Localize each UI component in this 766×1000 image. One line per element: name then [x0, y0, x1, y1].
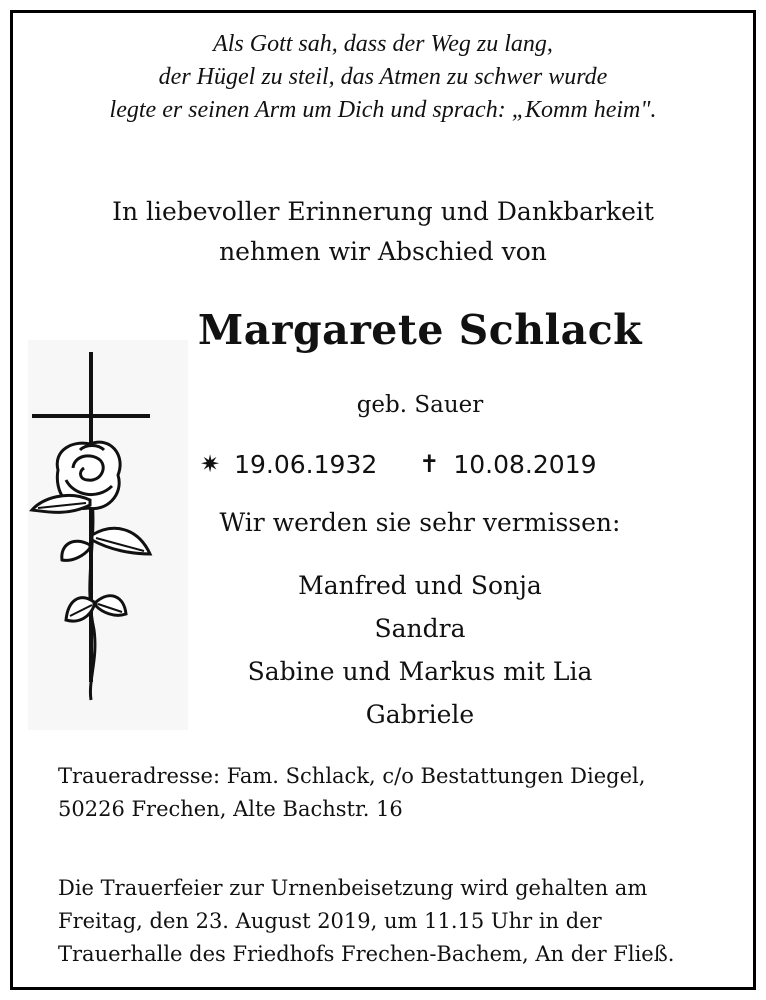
- poem: [40, 28, 726, 127]
- ceremony-line: Die Trauerfeier zur Urnenbeisetzung wird gehalten am: [58, 876, 648, 900]
- mourner-name: Sabine und Markus mit Lia: [247, 657, 593, 686]
- ceremony-line: Trauerhalle des Friedhofs Frechen-Bachem, An der Fließ.: [58, 942, 675, 966]
- birth-star-icon: ✷: [200, 450, 221, 478]
- deceased-name: Margarete Schlack: [197, 306, 643, 354]
- intro-text: [40, 192, 726, 272]
- poem-line: legte er seinen Arm um Dich und sprach: „Komm heim".: [109, 97, 657, 123]
- life-dates: [200, 448, 597, 479]
- death-date: 10.08.2019: [453, 449, 597, 479]
- mourners-heading: Wir werden sie sehr vermissen:: [219, 508, 621, 537]
- ceremony-line: Freitag, den 23. August 2019, um 11.15 Uhr in der: [58, 909, 602, 933]
- ceremony-info: [58, 872, 708, 971]
- death-cross-icon: ✝: [419, 450, 440, 478]
- birth-date: 19.06.1932: [234, 449, 378, 479]
- poem-line: Als Gott sah, dass der Weg zu lang,: [213, 31, 553, 57]
- address-line: 50226 Frechen, Alte Bachstr. 16: [58, 797, 403, 821]
- poem-line: der Hügel zu steil, das Atmen zu schwer wurde: [158, 64, 608, 90]
- intro-line: nehmen wir Abschied von: [219, 237, 547, 266]
- mourners-list: [190, 564, 650, 736]
- birth-name: geb. Sauer: [356, 392, 484, 418]
- mourning-address: [58, 760, 645, 826]
- cross-with-rose-icon: [28, 340, 188, 730]
- mourner-name: Sandra: [374, 614, 466, 643]
- mourner-name: Manfred und Sonja: [298, 571, 542, 600]
- intro-line: In liebevoller Erinnerung und Dankbarkeit: [112, 197, 654, 226]
- mourner-name: Gabriele: [365, 700, 475, 729]
- address-line: Traueradresse: Fam. Schlack, c/o Bestattungen Diegel,: [58, 764, 646, 788]
